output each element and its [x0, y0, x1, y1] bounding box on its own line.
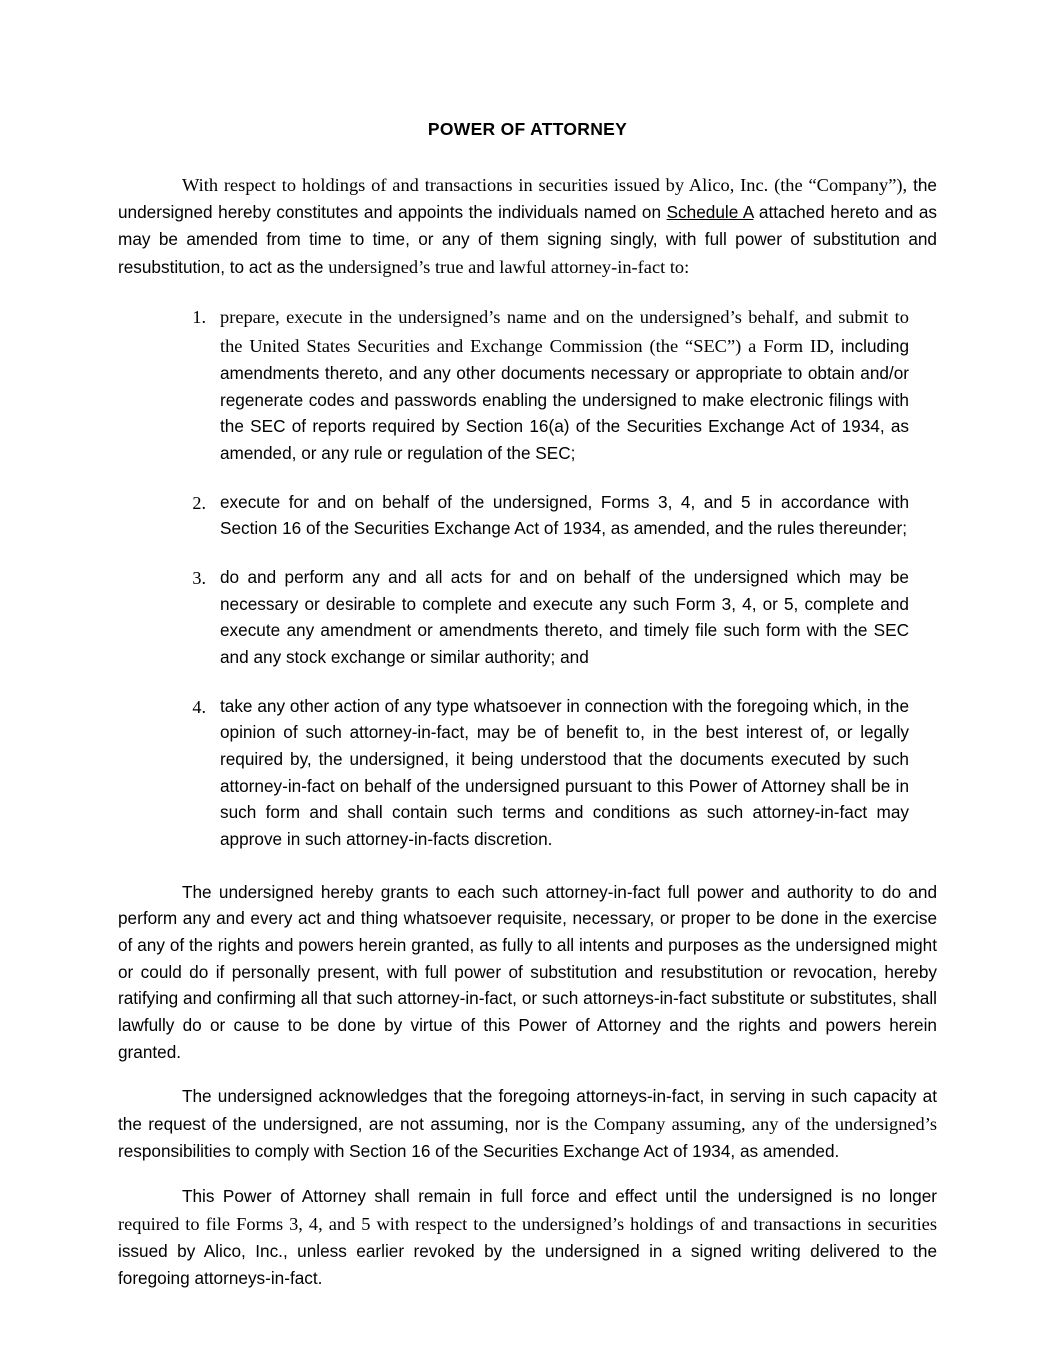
- grants-paragraph: The undersigned hereby grants to each such attorney-in-fact full power and authority to do and perform any and every act and thing whatsoever requisite, necessary, or proper to be done in the exercise of any of the rights and powers herein granted, as fully to all intents and purposes as the undersigned might or could do if personally present, with full power of substitution and resubstitution or revocation, hereby ratifying and confirming all that such attorney-in-fact, or such attorneys-in-fact substitute or substitutes, shall lawfully do or cause to be done by virtue of this Power of Attorney and the rights and powers herein granted.: [118, 881, 937, 1062]
- list-item: [118, 489, 937, 542]
- list-item: [118, 693, 937, 853]
- schedule-a-reference: Schedule A: [666, 202, 754, 223]
- numbered-list: [118, 303, 937, 853]
- list-item: [118, 564, 937, 671]
- force-text-1: This Power of Attorney shall remain in full force and effect until the undersigned is no longer: [182, 1186, 937, 1207]
- list-item: [118, 303, 937, 467]
- intro-lead-serif-tail: (the “Company”),: [768, 174, 908, 195]
- list-item-number: 4.: [192, 696, 206, 717]
- intro-mid-text-2: attached hereto and as may be amended from time to time, or any of them signing singly, with full power of substitution and resubstitution, to act as the: [118, 202, 938, 277]
- list-item-number: 1.: [192, 307, 206, 328]
- intro-tail-serif: undersigned’s true and lawful attorney-in-fact to:: [328, 256, 690, 277]
- page-title: POWER OF ATTORNEY: [427, 119, 628, 139]
- acknowledges-text-2: responsibilities to comply with Section 16 of the Securities Exchange Act of 1934, as amended.: [118, 1141, 840, 1162]
- intro-paragraph: [118, 171, 937, 281]
- acknowledges-text-1: The undersigned acknowledges that the foregoing attorneys-in-fact, in serving in such capacity at the request of the undersigned, are not assuming, nor is: [118, 1086, 937, 1134]
- force-text-serif: required to file Forms 3, 4, and 5 with respect to the undersigned’s holdings of and transactions in securities: [118, 1213, 937, 1234]
- force-and-effect-paragraph: [118, 1183, 937, 1291]
- list-item-text: including amendments thereto, and any other documents necessary or appropriate to obtain and/or regenerate codes and passwords enabling the undersigned to make electronic filings with the SEC of reports required by Section 16(a) of the Securities Exchange Act of 1934, as amended, or any rule or regulation of the SEC;: [220, 335, 909, 464]
- acknowledges-paragraph: [118, 1083, 937, 1165]
- intro-lead-serif: With respect to holdings of and transactions in securities issued by Alico, Inc.: [182, 174, 769, 195]
- force-text-2: issued by Alico, Inc., unless earlier revoked by the undersigned in a signed writing delivered to the foregoing attorneys-in-fact.: [118, 1241, 937, 1288]
- intro-mid-text: the undersigned hereby constitutes and appoints the individuals named on: [118, 174, 937, 223]
- acknowledges-text-serif: the Company assuming, any of the undersigned’s: [565, 1113, 938, 1134]
- list-item-number: 2.: [192, 492, 206, 513]
- list-item-text: do and perform any and all acts for and on behalf of the undersigned which may be necessary or desirable to complete and execute any such Form 3, 4, or 5, complete and execute any amendment or amendments thereto, and timely file such form with the SEC and any stock exchange or similar authority; and: [220, 567, 909, 668]
- list-item-number: 3.: [192, 568, 206, 589]
- list-item-text-serif: prepare, execute in the undersigned’s name and on the undersigned’s behalf, and submit to the United States Securities and Exchange Commission (the “SEC”) a Form ID,: [220, 307, 909, 356]
- list-item-text: take any other action of any type whatsoever in connection with the foregoing which, in the opinion of such attorney-in-fact, may be of benefit to, in the best interest of, or legally required by, the undersigned, it being understood that the documents executed by such attorney-in-fact on behalf of the undersigned pursuant to this Power of Attorney shall be in such form and shall contain such terms and conditions as such attorney-in-fact may approve in such attorney-in-facts discretion.: [220, 695, 909, 849]
- list-item-text: execute for and on behalf of the undersigned, Forms 3, 4, and 5 in accordance with Section 16 of the Securities Exchange Act of 1934, as amended, and the rules thereunder;: [220, 491, 909, 539]
- closing-paragraphs: [118, 879, 937, 1292]
